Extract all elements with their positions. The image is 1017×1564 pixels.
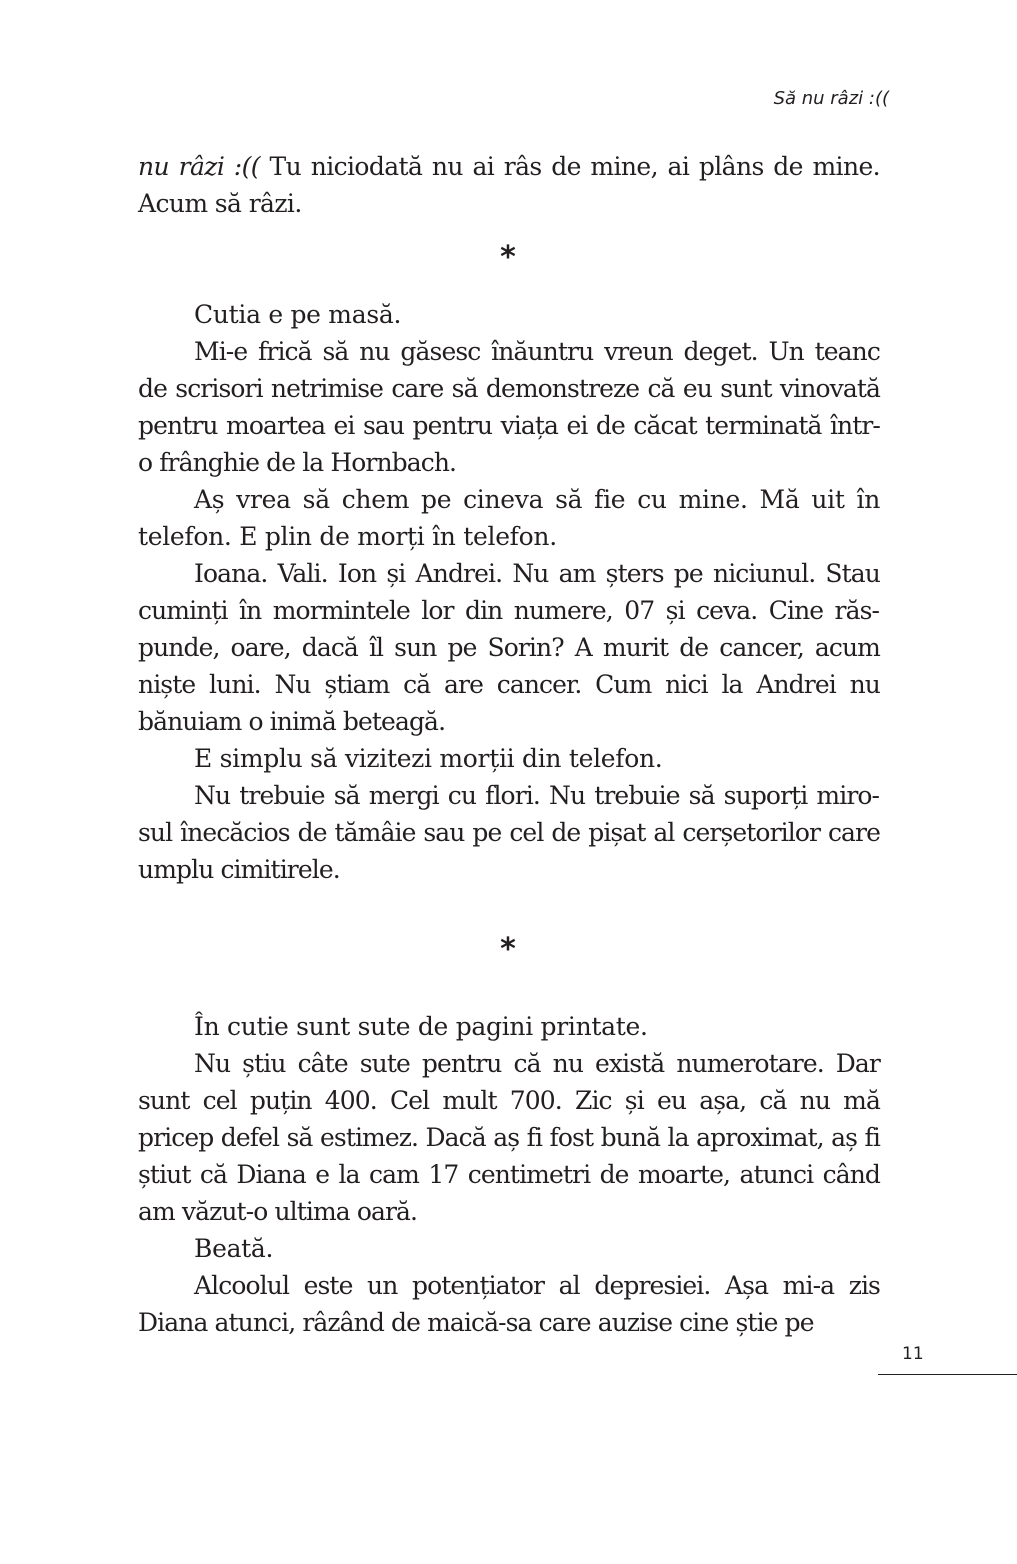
paragraph: E simplu să vizitezi morții din telefon. bbox=[194, 744, 663, 773]
paragraph: Ioana. Vali. Ion și Andrei. Nu am șters pe niciunul. Stau cuminți în mormintele lor din numere, 07 și ceva. Cine răspunde, oare, dacă îl sun pe Sorin? A murit de cancer, acum niște luni. Nu știam că are cancer. Cum nici la Andrei nu bănuiam o inimă beteagă. bbox=[138, 559, 880, 736]
paragraph-1 bbox=[138, 148, 880, 222]
paragraph: Nu trebuie să mergi cu flori. Nu trebuie să suporți mirosul înecăcios de tămâie sau pe cel de pișat al cerșetorilor care umplu cimitirele. bbox=[138, 781, 880, 884]
running-header-title: Să nu râzi :(( bbox=[773, 88, 889, 109]
paragraph: Beată. bbox=[194, 1234, 274, 1263]
page-number: 11 bbox=[902, 1344, 924, 1364]
paragraph: Aș vrea să chem pe cineva să fie cu mine. Mă uit în telefon. E plin de morți în telefon. bbox=[138, 485, 880, 551]
paragraph: Nu știu câte sute pentru că nu există numerotare. Dar sunt cel puțin 400. Cel mult 700. Zic și eu așa, că nu mă pricep defel să estimez. Dacă aș fi fost bună la aproximat, aș fi știut că Diana e la cam 17 centimetri de moarte, atunci când am văzut-o ultima oară. bbox=[138, 1049, 880, 1226]
paragraph: Alcoolul este un potențiator al depresiei. Așa mi-a zis Diana atunci, râzând de maică-sa care auzise cine știe pe bbox=[138, 1271, 880, 1337]
paragraph: Mi-e frică să nu găsesc înăuntru vreun deget. Un teanc de scrisori netrimise care să demonstreze că eu sunt vinovată pentru moartea ei sau pentru viața ei de căcat terminată într-o frânghie de la Hornbach. bbox=[138, 337, 880, 477]
section-separator: * bbox=[500, 932, 516, 967]
paragraph-text: Tu niciodată nu ai râs de mine, ai plâns de mine. Acum să râzi. bbox=[138, 152, 880, 218]
paragraph: În cutie sunt sute de pagini printate. bbox=[194, 1012, 648, 1041]
italic-lead: nu râzi :(( bbox=[138, 152, 260, 181]
section-3 bbox=[138, 1008, 880, 1341]
section-1 bbox=[138, 148, 880, 222]
paragraph: Cutia e pe masă. bbox=[194, 300, 402, 329]
footer-rule bbox=[878, 1374, 1017, 1375]
section-separator: * bbox=[500, 240, 516, 275]
section-2 bbox=[138, 296, 880, 888]
